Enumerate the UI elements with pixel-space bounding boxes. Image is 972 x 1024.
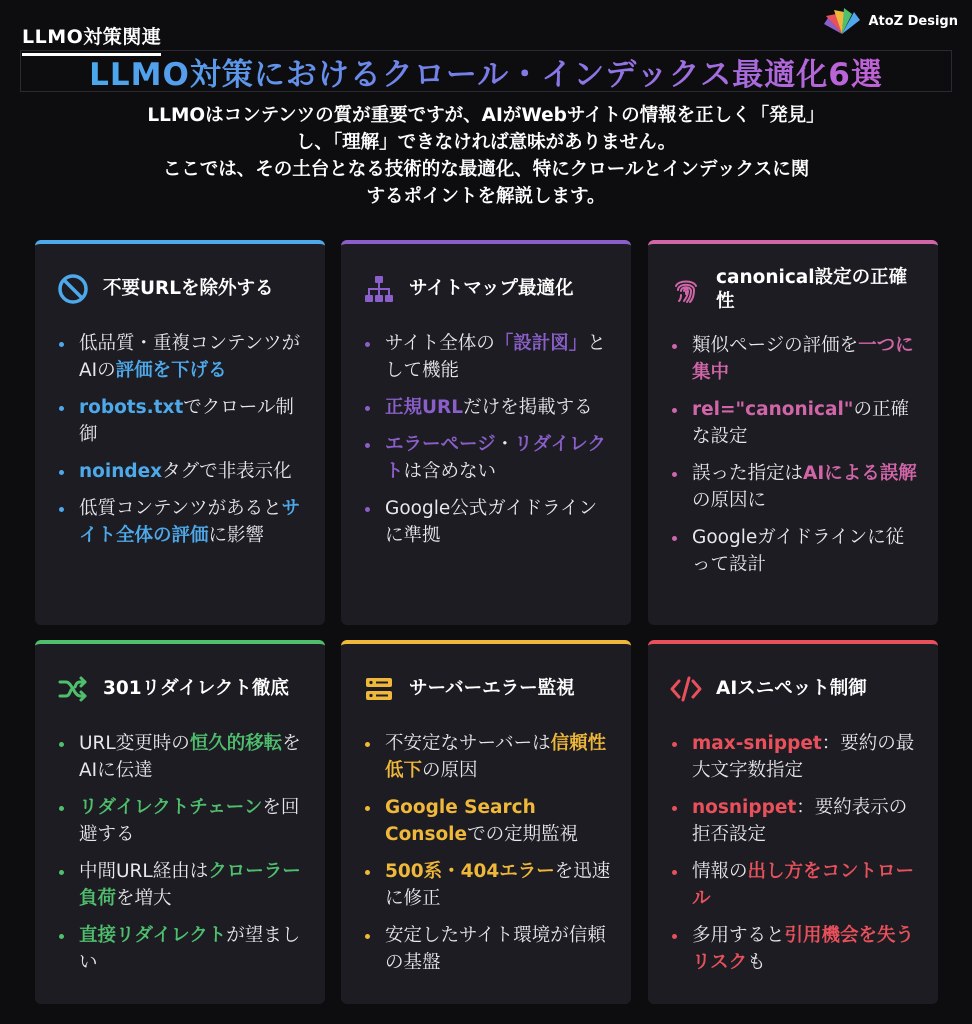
card-title: AIスニペット制御: [716, 678, 867, 699]
pinwheel-logo-icon: [822, 6, 862, 36]
list-item: max-snippet：要約の最大文字数指定: [686, 730, 918, 784]
intro-text: [100, 102, 872, 210]
code-icon: [668, 671, 704, 707]
card-title: 301リダイレクト徹底: [103, 678, 289, 699]
list-item: noindexタグで非表示化: [73, 458, 305, 485]
card-ai-snippet: [648, 640, 938, 1004]
list-item: 中間URL経由はクローラー負荷を増大: [73, 858, 305, 912]
fingerprint-icon: [668, 272, 704, 308]
list-item: エラーページ・リダイレクトは含めない: [379, 431, 611, 485]
intro-line: し、「理解」できなければ意味がありません。: [295, 132, 677, 153]
sitemap-icon: [361, 271, 397, 307]
brand-name: AtoZ Design: [868, 13, 958, 29]
card-server-errors: [341, 640, 631, 1004]
list-item: 正規URLだけを掲載する: [379, 394, 611, 421]
intro-line: ここでは、その土台となる技術的な最適化、特にクロールとインデックスに関: [162, 159, 810, 180]
list-item: Google Search Consoleでの定期監視: [379, 794, 611, 848]
list-item: Googleガイドラインに従って設計: [686, 524, 918, 578]
list-item: 低質コンテンツがあるとサイト全体の評価に影響: [73, 495, 305, 549]
shuffle-icon: [55, 671, 91, 707]
card-canonical: [648, 240, 938, 625]
card-title: canonical設定の正確性: [716, 267, 908, 312]
list-item: サイト全体の「設計図」として機能: [379, 330, 611, 384]
page-title: LLMO対策におけるクロール・インデックス最適化6選: [89, 49, 883, 94]
card-exclude-urls: [35, 240, 325, 625]
list-item: 低品質・重複コンテンツがAIの評価を下げる: [73, 330, 305, 384]
list-item: 多用すると引用機会を失うリスクも: [686, 922, 918, 976]
no-entry-icon: [55, 271, 91, 307]
intro-line: LLMOはコンテンツの質が重要ですが、AIがWebサイトの情報を正しく「発見」: [147, 105, 825, 126]
list-item: 情報の出し方をコントロール: [686, 858, 918, 912]
card-301-redirect: [35, 640, 325, 1004]
brand-logo: [822, 6, 958, 36]
list-item: rel="canonical"の正確な設定: [686, 396, 918, 450]
category-tag: LLMO対策関連: [22, 22, 161, 56]
intro-line: するポイントを解説します。: [366, 186, 606, 207]
server-icon: [361, 671, 397, 707]
title-banner: [20, 50, 952, 92]
list-item: 安定したサイト環境が信頼の基盤: [379, 922, 611, 976]
list-item: Google公式ガイドラインに準拠: [379, 495, 611, 549]
card-title: サイトマップ最適化: [409, 278, 574, 299]
card-title: サーバーエラー監視: [409, 678, 575, 699]
list-item: 直接リダイレクトが望ましい: [73, 922, 305, 976]
card-title: 不要URLを除外する: [103, 278, 274, 299]
list-item: 類似ページの評価を一つに集中: [686, 332, 918, 386]
list-item: URL変更時の恒久的移転をAIに伝達: [73, 730, 305, 784]
list-item: nosnippet：要約表示の拒否設定: [686, 794, 918, 848]
list-item: robots.txtでクロール制御: [73, 394, 305, 448]
list-item: リダイレクトチェーンを回避する: [73, 794, 305, 848]
list-item: 誤った指定はAIによる誤解の原因に: [686, 460, 918, 514]
card-sitemap: [341, 240, 631, 625]
list-item: 不安定なサーバーは信頼性低下の原因: [379, 730, 611, 784]
list-item: 500系・404エラーを迅速に修正: [379, 858, 611, 912]
